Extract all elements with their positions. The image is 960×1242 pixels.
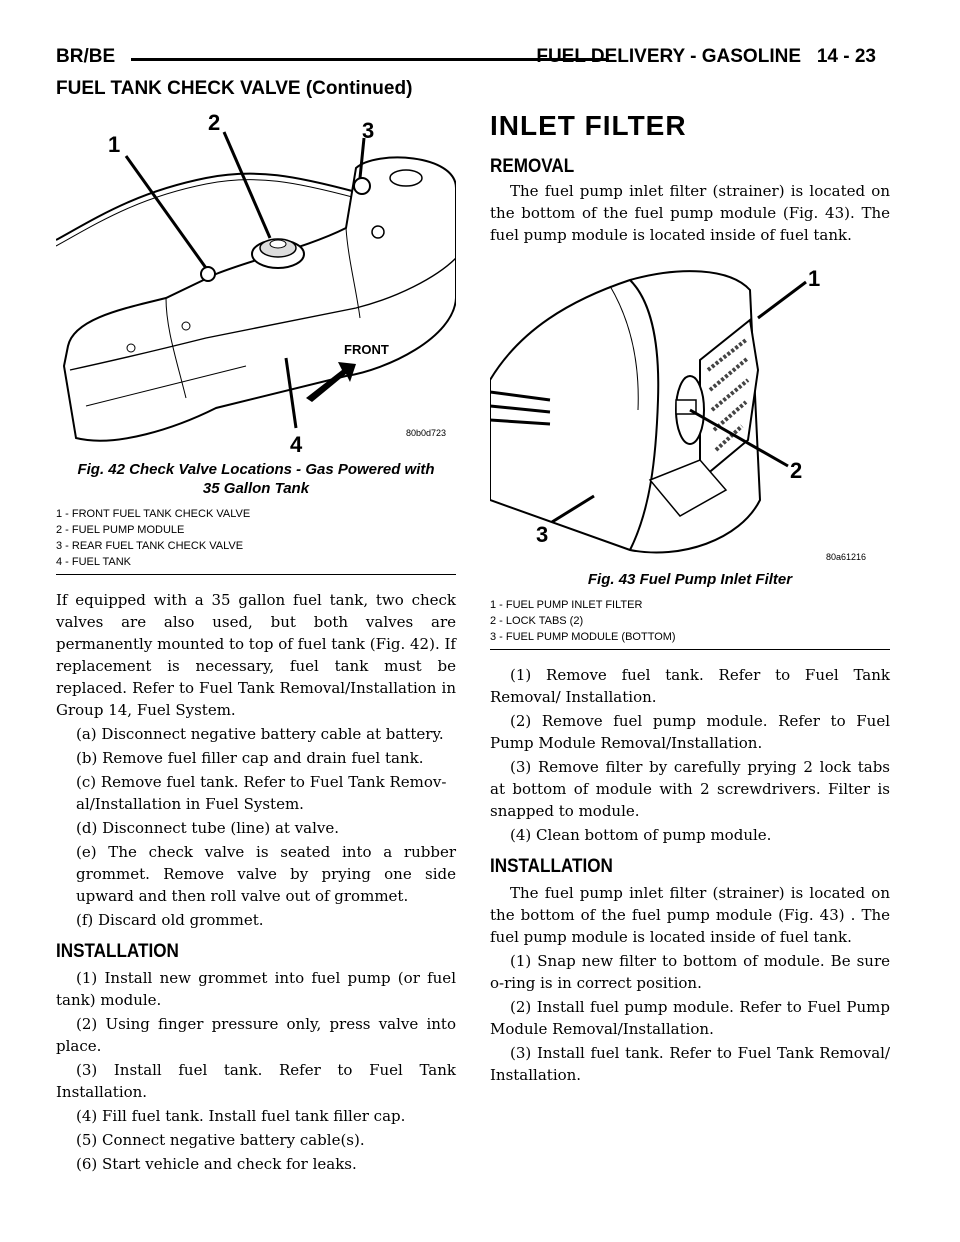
filter-install-step-1: (1) Snap new filter to bottom of module. Be sure o-ring is in correct position. — [490, 952, 890, 992]
continued-section-title: FUEL TANK CHECK VALVE (Continued) — [56, 78, 413, 99]
right-body — [490, 664, 890, 1086]
step-c-line1: (c) Remove fuel tank. Refer to Fuel Tank Remov- — [76, 773, 447, 791]
fig43-legend-item: 3 - FUEL PUMP MODULE (BOTTOM) — [490, 631, 676, 643]
fig42-callout-1: 1 — [108, 132, 121, 157]
fig42-caption-line2: 35 Gallon Tank — [202, 480, 310, 497]
header-right — [536, 46, 876, 68]
fig43-caption: Fig. 43 Fuel Pump Inlet Filter — [587, 571, 793, 588]
left-body — [56, 589, 456, 1175]
step-b: (b) Remove fuel filler cap and drain fuel tank. — [76, 749, 424, 767]
fig42-callout-2: 2 — [208, 110, 221, 135]
fig42-code: 80b0d723 — [406, 428, 447, 438]
install-step-5: (5) Connect negative battery cable(s). — [76, 1131, 365, 1149]
fig43-legend-item: 1 - FUEL PUMP INLET FILTER — [490, 599, 643, 611]
fig42-caption-line1: Fig. 42 Check Valve Locations - Gas Powered with — [77, 461, 435, 478]
removal-step-2: (2) Remove fuel pump module. Refer to Fuel Pump Module Removal/Installation. — [490, 712, 890, 752]
step-d: (d) Disconnect tube (line) at valve. — [76, 819, 340, 837]
removal-heading: REMOVAL — [490, 156, 575, 177]
install-step-6: (6) Start vehicle and check for leaks. — [76, 1155, 357, 1173]
inlet-filter-title: INLET FILTER — [490, 110, 687, 141]
front-label: FRONT — [344, 342, 389, 357]
left-column — [56, 108, 456, 1177]
step-f: (f) Discard old grommet. — [76, 911, 264, 929]
fig43-rule — [490, 649, 890, 650]
removal-intro: The fuel pump inlet filter (strainer) is located on the bottom of the fuel pump module (Fig. 43). The fuel pump module is located inside of fuel tank. — [490, 182, 890, 244]
figure-43 — [490, 260, 890, 566]
fig42-legend-item: 2 - FUEL PUMP MODULE — [56, 524, 185, 536]
fig42-legend — [56, 506, 456, 570]
filter-install-step-2: (2) Install fuel pump module. Refer to Fuel Pump Module Removal/Installation. — [490, 998, 890, 1038]
fig43-callout-3: 3 — [536, 522, 549, 547]
filter-install-step-3: (3) Install fuel tank. Refer to Fuel Tank Removal/ Installation. — [490, 1044, 890, 1084]
removal-step-4: (4) Clean bottom of pump module. — [510, 826, 772, 844]
fig42-callout-3: 3 — [362, 118, 375, 143]
left-installation-heading: INSTALLATION — [56, 941, 179, 962]
fig43-code: 80a61216 — [826, 552, 867, 562]
install-step-4: (4) Fill fuel tank. Install fuel tank filler cap. — [76, 1107, 406, 1125]
check-valve-intro: If equipped with a 35 gallon fuel tank, two check valves are also used, but both valves are permanently mounted to top of fuel tank (Fig. 42). If replacement is necessary, fuel tank must be replaced. Refer to Fuel Tank Removal/Installation in Group 14, Fuel System. — [56, 591, 456, 719]
fig42-caption — [56, 460, 456, 498]
step-a: (a) Disconnect negative battery cable at battery. — [76, 725, 444, 743]
inlet-filter-illustration — [490, 260, 890, 566]
page-number: 14 - 23 — [816, 46, 876, 67]
fig42-callout-4: 4 — [290, 432, 303, 456]
removal-step-3: (3) Remove filter by carefully prying 2 lock tabs at bottom of module with 2 screwdrivers. Filter is snapped to module. — [490, 758, 890, 820]
right-column — [490, 110, 890, 1088]
fig42-legend-item: 1 - FRONT FUEL TANK CHECK VALVE — [56, 508, 251, 520]
fig43-callout-2: 2 — [790, 458, 803, 483]
fig43-legend-item: 2 - LOCK TABS (2) — [490, 615, 584, 627]
page-header — [56, 44, 876, 78]
fig42-legend-item: 4 - FUEL TANK — [56, 556, 131, 568]
install-step-2: (2) Using finger pressure only, press valve into place. — [56, 1015, 456, 1055]
install-intro: The fuel pump inlet filter (strainer) is located on the bottom of the fuel pump module (Fig. 43) . The fuel pump module is located inside of fuel tank. — [490, 884, 890, 946]
fig43-callout-1: 1 — [808, 266, 821, 291]
install-step-1: (1) Install new grommet into fuel pump (or fuel tank) module. — [56, 969, 456, 1009]
step-e: (e) The check valve is seated into a rubber grommet. Remove valve by prying one side upward and then roll valve out of grommet. — [76, 843, 456, 905]
header-section-title: FUEL DELIVERY - GASOLINE — [536, 46, 801, 67]
removal-step-1: (1) Remove fuel tank. Refer to Fuel Tank Removal/ Installation. — [490, 666, 890, 706]
fuel-tank-illustration — [56, 108, 456, 456]
install-step-3: (3) Install fuel tank. Refer to Fuel Tank Installation. — [56, 1061, 456, 1101]
step-c-line2: al/Installation in Fuel System. — [76, 795, 304, 813]
fig42-legend-item: 3 - REAR FUEL TANK CHECK VALVE — [56, 540, 244, 552]
right-installation-heading: INSTALLATION — [490, 856, 613, 877]
header-model: BR/BE — [56, 46, 116, 67]
fig43-legend — [490, 597, 890, 645]
fig42-rule — [56, 574, 456, 575]
figure-42 — [56, 108, 456, 456]
